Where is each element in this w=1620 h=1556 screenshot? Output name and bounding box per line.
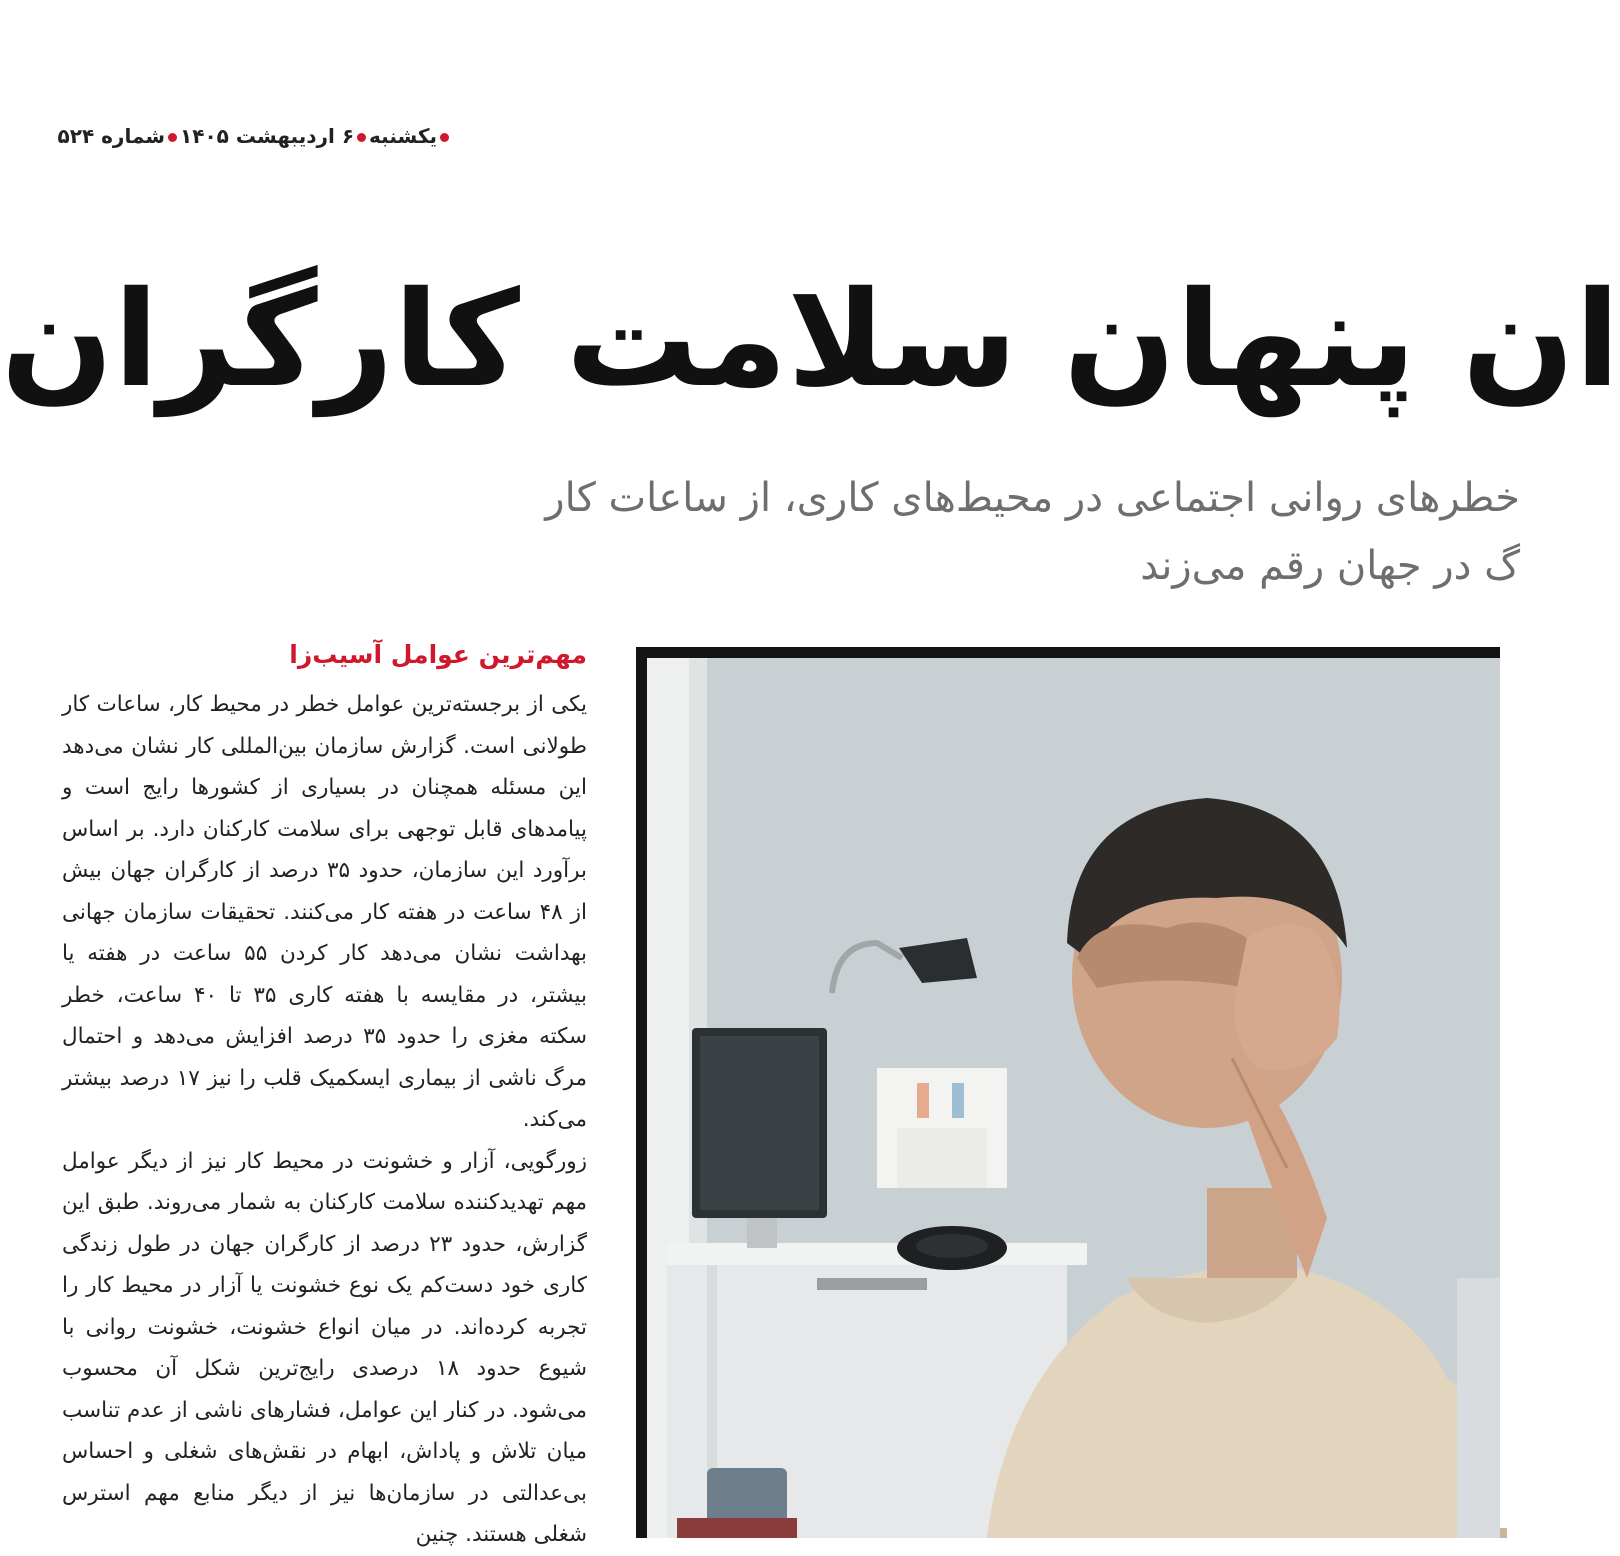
bullet-dot-icon — [440, 133, 449, 142]
dateline-issue: شماره ۵۲۴ — [57, 124, 166, 148]
lead-line-2: گ در جهان رقم می‌زند — [1140, 543, 1520, 589]
lead-paragraph — [500, 465, 1520, 605]
headline — [0, 255, 1620, 425]
article-photo — [636, 647, 1500, 1538]
article-paragraph: یکی از برجسته‌ترین عوامل خطر در محیط کار، ساعات کار طولانی است. گزارش سازمان بین‌المللی کار نشان می‌دهد این مسئله همچنان در بسیاری از کشورها رایج است و پیامدهای قابل توجهی برای سلامت کارکنان دارد. بر اساس برآورد این سازمان، حدود ۳۵ درصد از کارگران جهان بیش از ۴۸ ساعت در هفته کار می‌کنند. تحقیقات سازمان جهانی بهداشت نشان می‌دهد کار کردن ۵۵ ساعت در هفته یا بیشتر، در مقایسه با هفته کاری ۳۵ تا ۴۰ ساعت، خطر سکته مغزی را حدود ۳۵ درصد افزایش می‌دهد و احتمال مرگ ناشی از بیماری ایسکمیک قلب را نیز ۱۷ درصد بیشتر می‌کند. — [62, 692, 588, 1132]
dateline-date: ۶ اردیبهشت ۱۴۰۵ — [180, 124, 355, 148]
stressed-worker-photo — [647, 658, 1500, 1538]
dateline-day: یکشنبه — [369, 124, 437, 148]
lead-line-1: خطرهای روانی اجتماعی در محیط‌های کاری، از ساعات کار — [545, 475, 1520, 521]
article-body — [62, 684, 588, 1547]
bullet-dot-icon — [168, 133, 177, 142]
headline-text: ان پنهان سلامت کارگران — [0, 263, 1620, 417]
article-paragraph: زورگویی، آزار و خشونت در محیط کار نیز از دیگر عوامل مهم تهدیدکننده سلامت کارکنان به شمار می‌روند. طبق این گزارش، حدود ۲۳ درصد از کارگران جهان در طول زندگی کاری خود دست‌کم یک نوع خشونت یا آزار در محیط کار را تجربه کرده‌اند. در میان انواع خشونت، خشونت روانی با شیوع حدود ۱۸ درصدی رایج‌ترین شکل آن محسوب می‌شود. در کنار این عوامل، فشارهای ناشی از عدم تناسب میان تلاش و پاداش، ابهام در نقش‌های شغلی و احساس بی‌عدالتی در سازمان‌ها نیز از دیگر منابع مهم استرس شغلی هستند. چنین — [62, 1148, 588, 1547]
dateline — [57, 124, 452, 148]
bullet-dot-icon — [357, 133, 366, 142]
article-subhead: مهم‌ترین عوامل آسیب‌زا — [289, 640, 587, 669]
